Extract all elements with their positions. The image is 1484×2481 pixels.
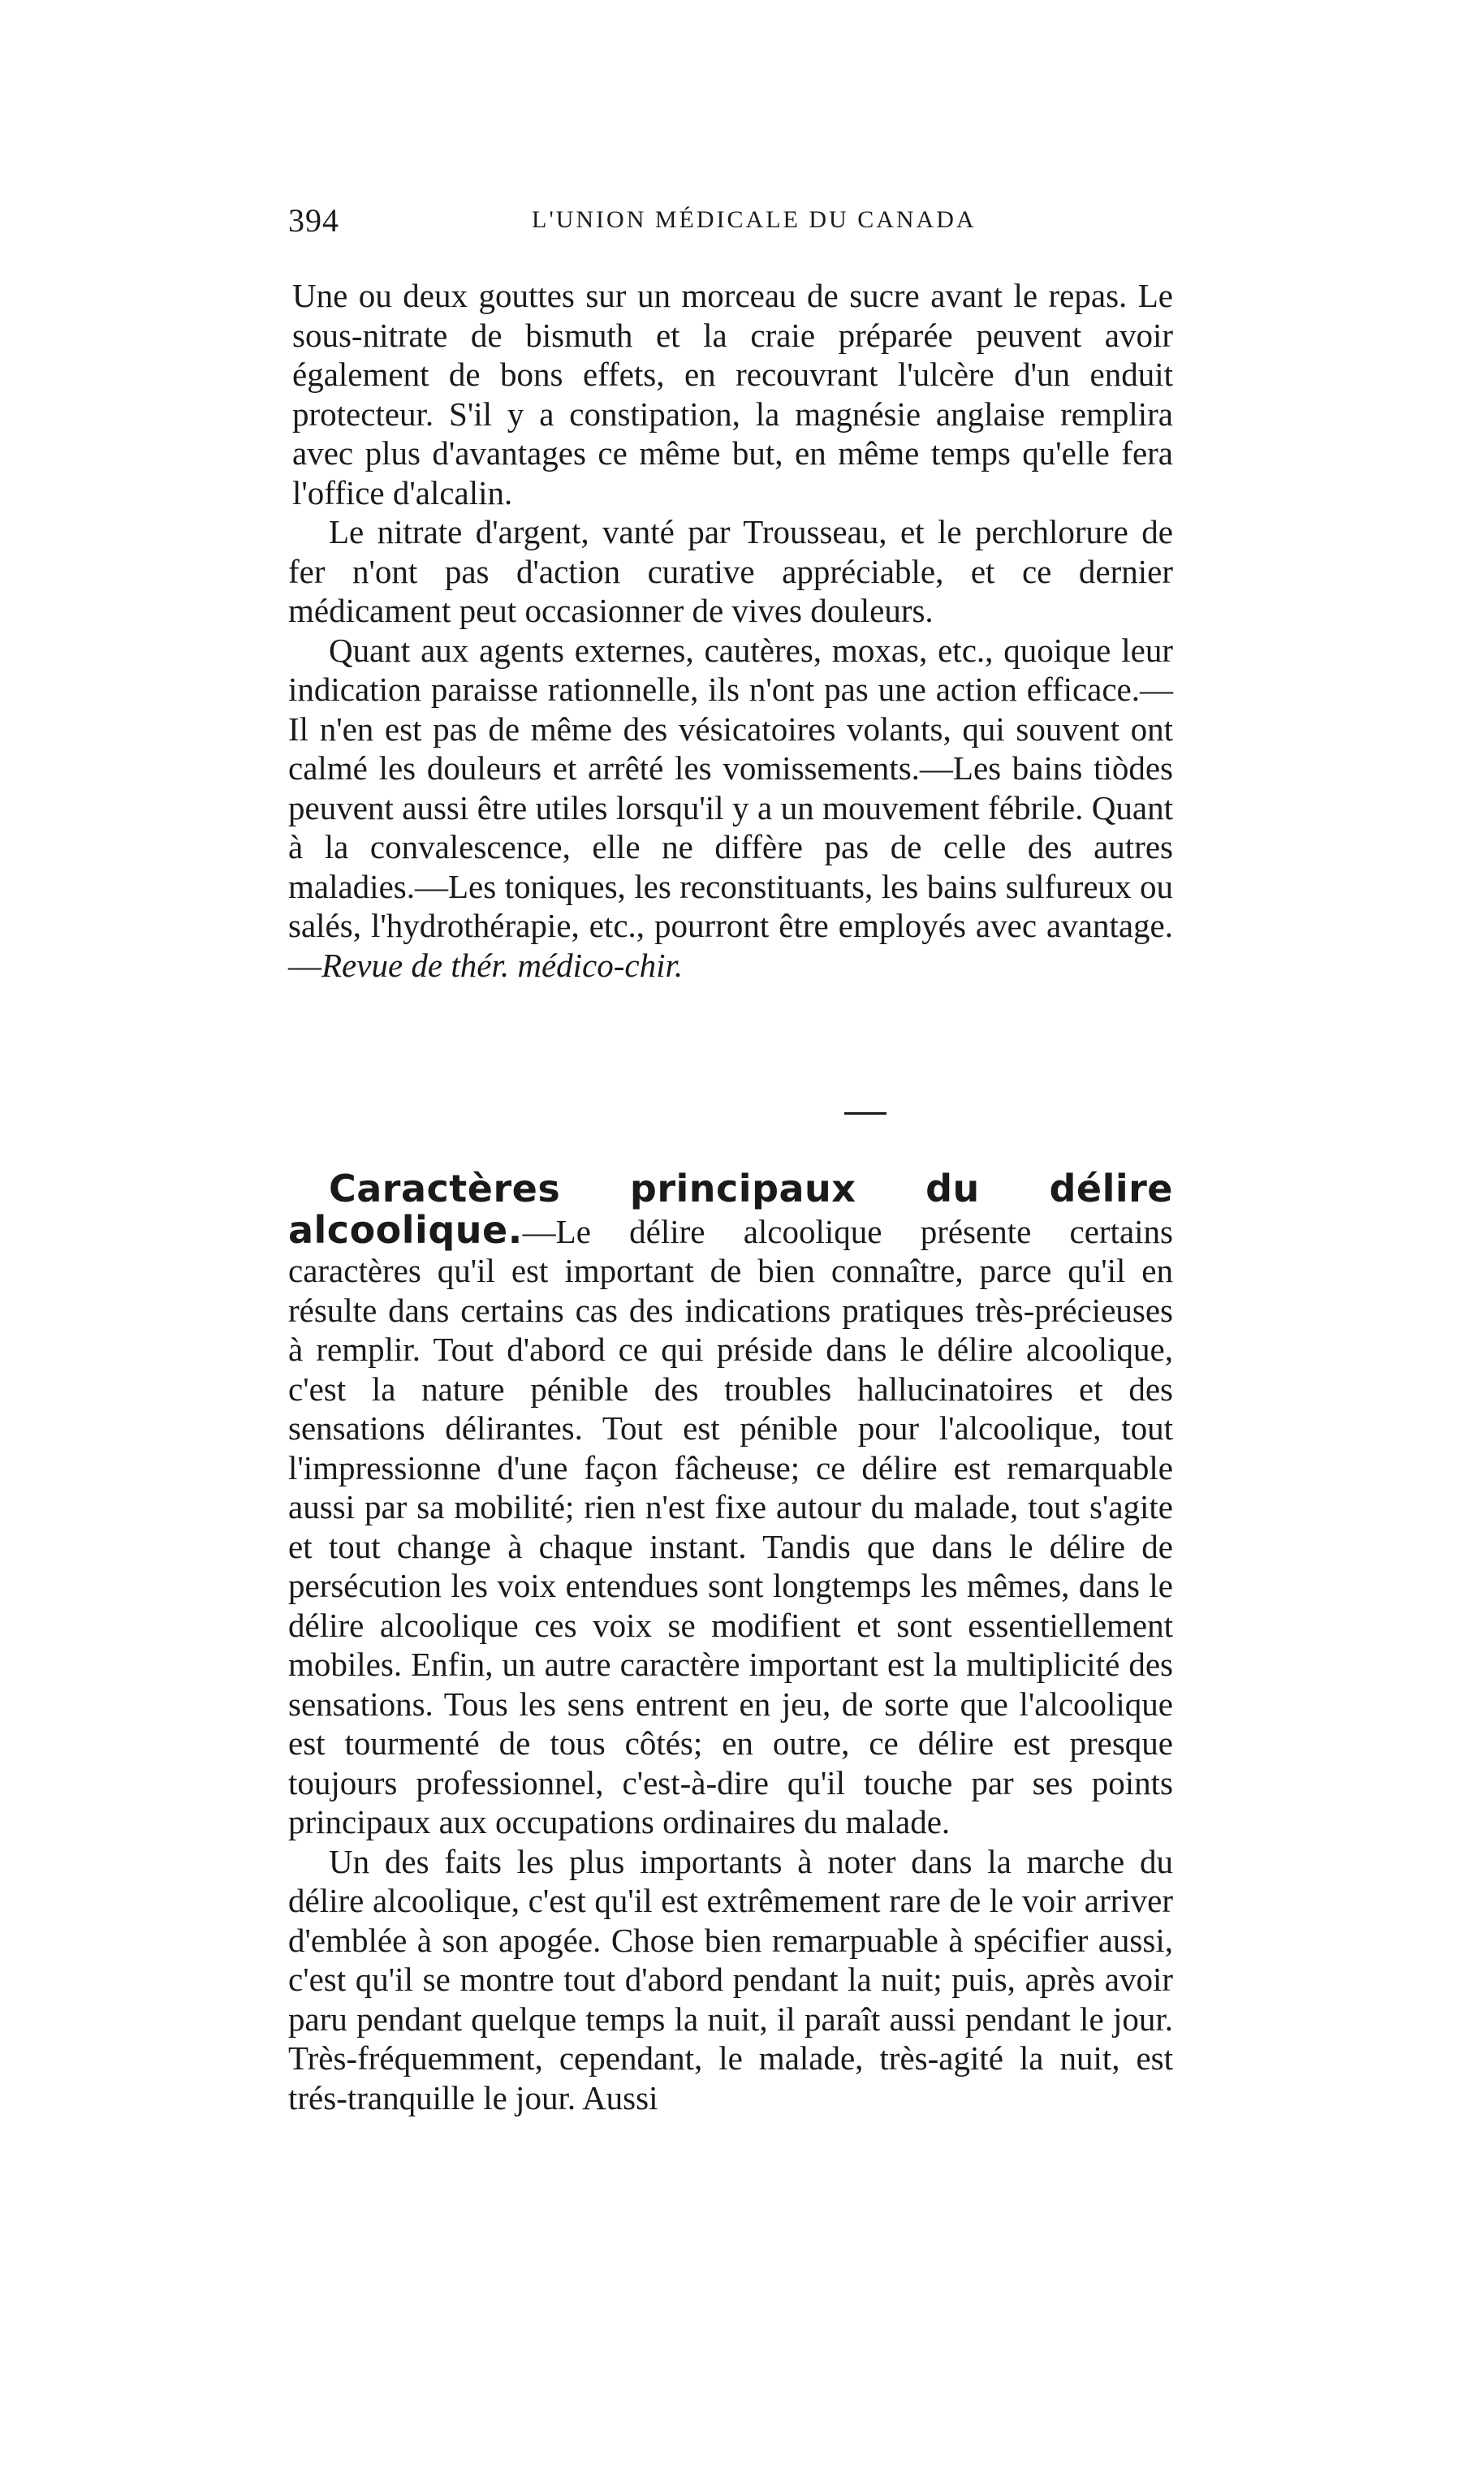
section-separator — [844, 1112, 887, 1115]
article-title: Caractères principaux du délire alcoolique. — [288, 1167, 1173, 1252]
paragraph-text: —Le délire alcoolique présente certains caractères qu'il est important de bien connaître, parce qu'il en résulte dans certains cas des indications pratiques très-précieuses à remplir. Tout d'abord ce qui préside dans le délire alcoolique, c'est la nature pénible des troubles hallucinatoires et des sensations délirantes. Tout est pénible pour l'alcoolique, tout l'impressionne d'une façon fâcheuse; ce délire est remarquable aussi par sa mobilité; rien n'est fixe autour du malade, tout s'agite et tout change à chaque instant. Tandis que dans le délire de persécution les voix entendues sont longtemps les mêmes, dans le délire alcoolique ces voix se modifient et sont essentiellement mobiles. Enfin, un autre caractère important est la multiplicité des sensations. Tous les sens entrent en jeu, de sorte que l'alcoolique est tourmenté de tous côtés; en outre, ce délire est presque toujours professionnel, c'est-à-dire qu'il touche par ses points principaux aux occupations ordinaires du malade. — [288, 1212, 1173, 1840]
paragraph — [288, 631, 1173, 986]
paragraph: Le nitrate d'argent, vanté par Trousseau, et le perchlorure de fer n'ont pas d'action curative appréciable, et ce dernier médicament peut occasionner de vives douleurs. — [288, 513, 1173, 629]
paragraph: Une ou deux gouttes sur un morceau de sucre avant le repas. Le sous-nitrate de bismuth et la craie préparée peuvent avoir également de bons effets, en recouvrant l'ulcère d'un enduit protecteur. S'il y a constipation, la magnésie anglaise remplira avec plus d'avantages ce même but, en même temps qu'elle fera l'office d'alcalin. — [292, 277, 1173, 511]
source-citation: Revue de thér. médico-chir. — [321, 946, 684, 984]
paragraph: Un des faits les plus importants à noter dans la marche du délire alcoolique, c'est qu'il est extrêmement rare de le voir arriver d'emblée à son apogée. Chose bien remarpuable à spécifier aussi, c'est qu'il se montre tout d'abord pendant la nuit; puis, après avoir paru pendant quelque temps la nuit, il paraît aussi pendant le jour. Très-fréquemment, cependant, le malade, très-agité la nuit, est trés-tranquille le jour. Aussi — [288, 1842, 1173, 2116]
running-head — [288, 201, 1173, 242]
paragraph — [288, 1169, 1173, 1842]
journal-title: L'UNION MÉDICALE DU CANADA — [532, 206, 977, 233]
previous-article-continuation — [288, 276, 1173, 985]
page-number: 394 — [288, 202, 339, 239]
paragraph-text: Quant aux agents externes, cautères, moxas, etc., quoique leur indication paraisse rationnelle, ils n'ont pas une action efficace.—Il n'en est pas de même des vésicatoires volants, qui souvent ont calmé les douleurs et arrêté les vomissements.—Les bains tiòdes peuvent aussi être utiles lorsqu'il y a un mouvement fébrile. Quant à la convalescence, elle ne diffère pas de celle des autres maladies.—Les toniques, les reconstituants, les bains sulfureux ou salés, l'hydrothérapie, etc., pourront être employés avec avantage.— — [288, 631, 1173, 984]
article-delire-alcoolique — [288, 1169, 1173, 2117]
